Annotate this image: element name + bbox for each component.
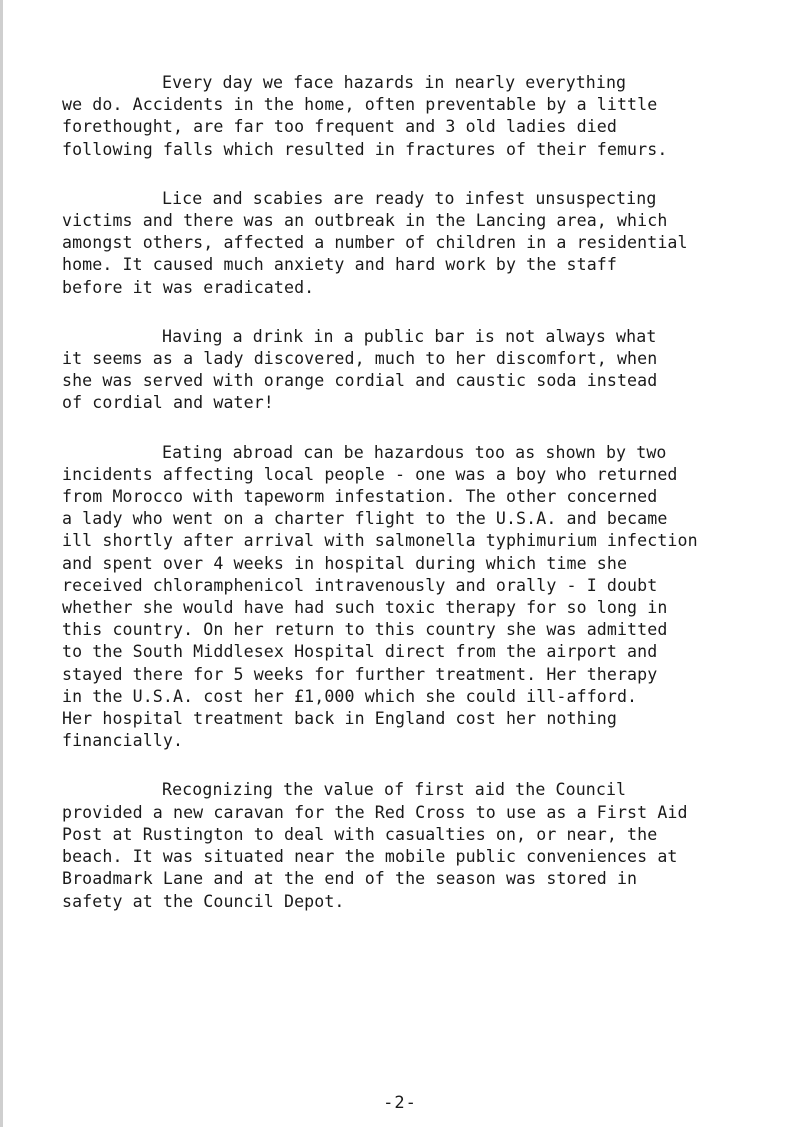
page-edge-shadow <box>0 0 3 1127</box>
text-line: and spent over 4 weeks in hospital during which time she <box>62 553 628 573</box>
text-line: victims and there was an outbreak in the Lancing area, which <box>62 211 668 231</box>
text-line: Lice and scabies are ready to infest unsuspecting <box>162 188 657 208</box>
text-line: Broadmark Lane and at the end of the season was stored in <box>62 869 638 889</box>
text-line: Her hospital treatment back in England cost her nothing <box>62 709 617 729</box>
text-line: Having a drink in a public bar is not always what <box>162 326 657 346</box>
text-line: stayed there for 5 weeks for further treatment. Her therapy <box>62 664 658 684</box>
text-line: we do. Accidents in the home, often preventable by a little <box>62 95 658 115</box>
text-line: incidents affecting local people - one was a boy who returned <box>62 464 678 484</box>
text-line: she was served with orange cordial and caustic soda instead <box>62 371 658 391</box>
paragraph-hazards <box>62 72 742 161</box>
text-line: beach. It was situated near the mobile public conveniences at <box>62 847 678 867</box>
page-number: -2- <box>383 1093 417 1113</box>
document-body <box>62 72 742 940</box>
text-line: it seems as a lady discovered, much to her discomfort, when <box>62 349 658 369</box>
text-line: amongst others, affected a number of children in a residential <box>62 233 688 253</box>
text-line: Post at Rustington to deal with casualties on, or near, the <box>62 824 658 844</box>
paragraph-first-aid <box>62 779 742 912</box>
text-line: Every day we face hazards in nearly everything <box>162 73 627 92</box>
text-line: following falls which resulted in fractures of their femurs. <box>62 139 668 159</box>
text-line: financially. <box>62 731 184 751</box>
text-line: safety at the Council Depot. <box>62 891 345 911</box>
text-line: from Morocco with tapeworm infestation. The other concerned <box>62 487 658 507</box>
text-line: a lady who went on a charter flight to the U.S.A. and became <box>62 509 668 529</box>
text-line: ill shortly after arrival with salmonella typhimurium infection <box>62 531 698 551</box>
text-line: to the South Middlesex Hospital direct from the airport and <box>62 642 658 662</box>
text-line: received chloramphenicol intravenously and orally - I doubt <box>62 575 658 595</box>
text-line: this country. On her return to this country she was admitted <box>62 620 668 640</box>
text-line: Eating abroad can be hazardous too as shown by two <box>162 442 667 462</box>
text-line: Recognizing the value of first aid the Council <box>162 780 627 800</box>
paragraph-lice-scabies <box>62 188 742 299</box>
text-line: home. It caused much anxiety and hard work by the staff <box>62 255 617 275</box>
paragraph-public-bar <box>62 326 742 415</box>
paragraph-eating-abroad <box>62 442 742 753</box>
text-line: whether she would have had such toxic therapy for so long in <box>62 598 668 618</box>
text-line: forethought, are far too frequent and 3 old ladies died <box>62 117 617 137</box>
text-line: provided a new caravan for the Red Cross to use as a First Aid <box>62 802 688 822</box>
text-line: of cordial and water! <box>62 393 274 413</box>
text-line: in the U.S.A. cost her £1,000 which she could ill-afford. <box>62 686 638 706</box>
text-line: before it was eradicated. <box>62 277 315 297</box>
